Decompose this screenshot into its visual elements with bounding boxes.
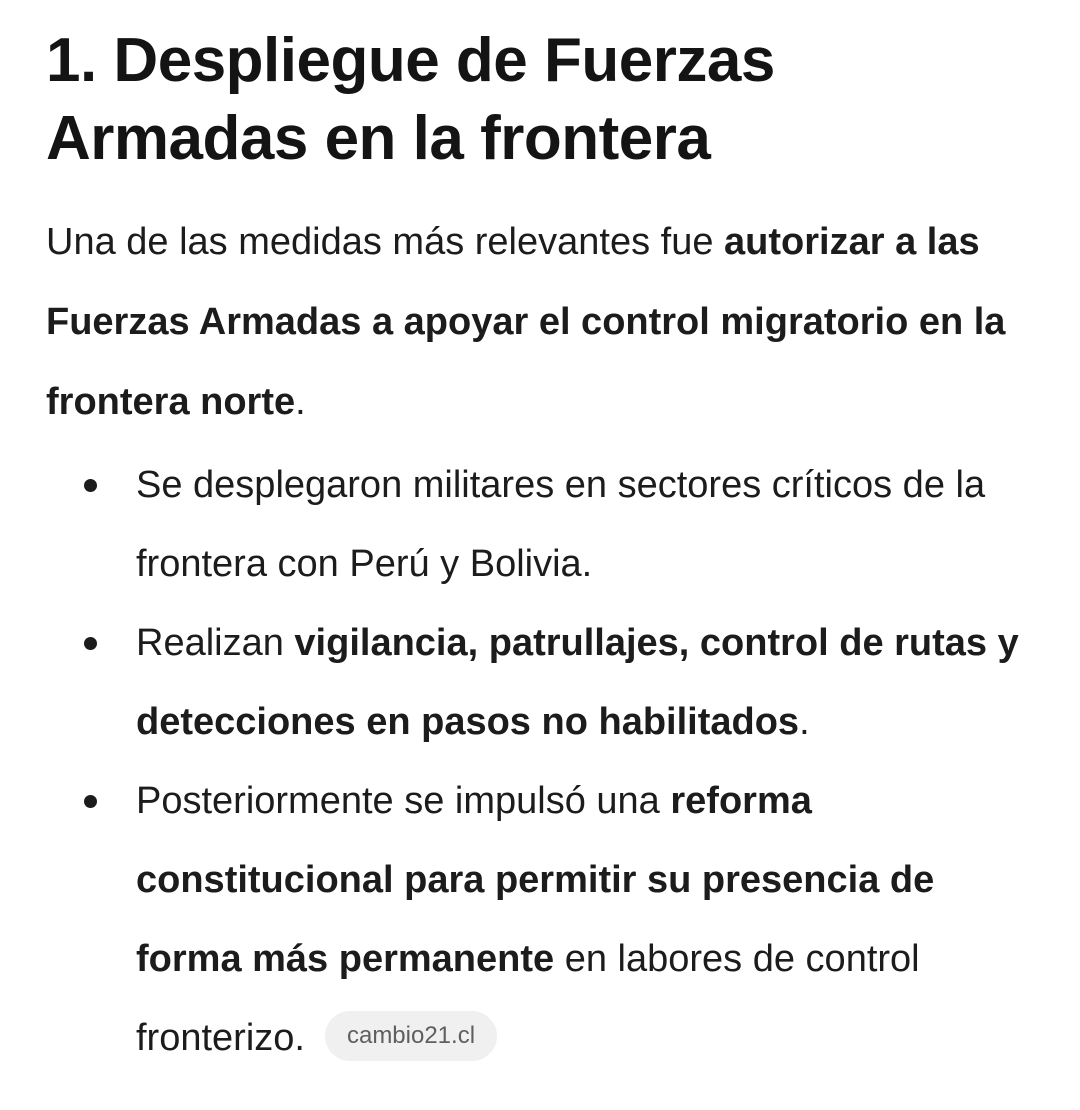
list-item	[46, 604, 1040, 762]
bullet-dot-icon	[84, 795, 97, 808]
bullet-suffix: .	[799, 701, 810, 743]
intro-suffix: .	[295, 381, 306, 423]
section-heading: 1. Despliegue de Fuerzas Armadas en la frontera	[46, 26, 775, 173]
intro-paragraph	[46, 202, 1040, 442]
bullet-bold: reforma constitucional para permitir su presencia de forma más permanente	[136, 780, 935, 980]
bullet-list	[46, 446, 1040, 1078]
bullet-prefix: Realizan	[136, 622, 295, 664]
bullet-prefix: Posteriormente se impulsó una	[136, 780, 671, 822]
bullet-bold: vigilancia, patrullajes, control de rutas y detecciones en pasos no habilitados	[136, 622, 1019, 743]
list-item	[46, 762, 1040, 1078]
bullet-dot-icon	[84, 479, 97, 492]
intro-bold: autorizar a las Fuerzas Armadas a apoyar el control migratorio en la frontera norte	[46, 221, 1006, 423]
bullet-dot-icon	[84, 637, 97, 650]
bullet-text: Se desplegaron militares en sectores críticos de la frontera con Perú y Bolivia.	[136, 464, 986, 585]
source-link-chip[interactable]: cambio21.cl	[325, 1011, 497, 1061]
list-item	[46, 446, 1040, 604]
bullet-suffix: en labores de control fronterizo.	[136, 938, 920, 1059]
intro-prefix: Una de las medidas más relevantes fue	[46, 221, 725, 263]
